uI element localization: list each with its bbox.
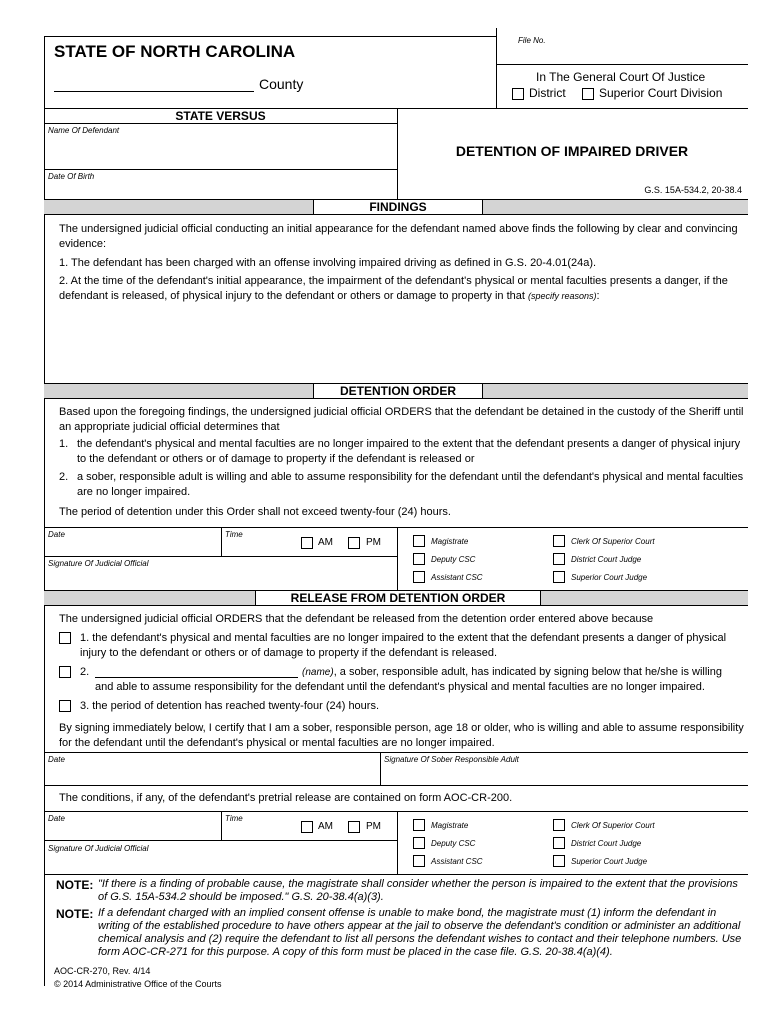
note-2: If a defendant charged with an implied consent offense is unable to make bond, the magistrate must (1) inform the defendant in writing of the established procedure to have others appear at the jail to observe the defendant's condition or administer an additional chemical analysis and (2) require the defendant to list all persons the defendant wishes to contact and their telephone numbers. Use form AOC-CR-271 for this purpose. A copy of this form must be placed in the case file. G.S. 20-38.4(a)(4). (98, 907, 742, 958)
findings-item-2-text: 2. At the time of the defendant's initial appearance, the impairment of the defendant's physical or mental faculties presents a danger, if the defendant is released, of physical injury to the defendant or others or damage to property in that (59, 275, 728, 302)
form-number: AOC-CR-270, Rev. 4/14 (54, 966, 151, 976)
district-checkbox[interactable] (512, 88, 524, 100)
release-name-label: (name) (302, 667, 334, 678)
release-2-checkbox[interactable] (59, 666, 71, 678)
release-item-2a-text: , a sober, responsible adult, has indicated by signing below that he/she is willing (333, 666, 722, 678)
sig1-clerk-label: Clerk Of Superior Court (571, 537, 655, 546)
release-item-3: 3. the period of detention has reached twenty-four (24) hours. (80, 700, 380, 712)
name-line (44, 169, 397, 170)
sig2-district-judge-label: District Court Judge (571, 839, 642, 848)
defendant-name-field[interactable] (50, 138, 390, 164)
notes-top (44, 874, 748, 875)
sig2-superior-judge-label: Superior Court Judge (571, 857, 648, 866)
detention-num-2: 2. (59, 471, 69, 483)
sig1-magistrate-checkbox[interactable] (413, 535, 425, 547)
sober-sig-bottom (44, 785, 748, 786)
sig2-date-divider (221, 811, 222, 840)
sig2-clerk-label: Clerk Of Superior Court (571, 821, 655, 830)
sig1-pm-label: PM (366, 537, 381, 548)
release-3-checkbox[interactable] (59, 700, 71, 712)
release-date-label: Date (48, 755, 65, 764)
sig2-assistant-checkbox[interactable] (413, 855, 425, 867)
state-versus-line (44, 123, 397, 124)
detention-item-1: the defendant's physical and mental faculties are no longer impaired to the extent that the defendant presents a danger of physical injury to the defendant or others or of damage to property if the defendant is released or (77, 438, 741, 465)
sober-sig-label: Signature Of Sober Responsible Adult (384, 755, 519, 764)
sig2-signature-label: Signature Of Judicial Official (48, 844, 149, 853)
county-label: County (259, 76, 304, 92)
sig1-am-label: AM (318, 537, 333, 548)
statute: G.S. 15A-534.2, 20-38.4 (644, 185, 742, 195)
sig1-date-label: Date (48, 530, 65, 539)
sober-sig-divider (380, 752, 381, 785)
sig1-superior-judge-label: Superior Court Judge (571, 573, 648, 582)
reasons-field[interactable] (60, 306, 740, 380)
note-1-label: NOTE: (56, 878, 94, 892)
dob-label: Date Of Birth (48, 172, 95, 181)
sig1-signature-label: Signature Of Judicial Official (48, 559, 149, 568)
detention-num-1: 1. (59, 438, 69, 450)
sig2-assistant-label: Assistant CSC (431, 857, 483, 866)
court-name: In The General Court Of Justice (536, 70, 706, 84)
findings-item-2 (59, 274, 749, 304)
sig1-superior-judge-checkbox[interactable] (553, 571, 565, 583)
sig2-pm-checkbox[interactable] (348, 821, 360, 833)
sober-sig-top (44, 752, 748, 753)
sig1-pm-checkbox[interactable] (348, 537, 360, 549)
note-2-label: NOTE: (56, 907, 94, 921)
release-name-line[interactable] (95, 677, 298, 678)
release-1-checkbox[interactable] (59, 632, 71, 644)
detention-heading: DETENTION ORDER (313, 383, 483, 399)
sig1-district-judge-checkbox[interactable] (553, 553, 565, 565)
sig1-date-line (44, 556, 397, 557)
sig1-deputy-label: Deputy CSC (431, 555, 476, 564)
release-item-2b: and able to assume responsibility for the defendant until the defendant's physical and mental faculties are no longer impaired. (95, 681, 705, 693)
sig1-am-checkbox[interactable] (301, 537, 313, 549)
detention-period: The period of detention under this Order shall not exceed twenty-four (24) hours. (59, 506, 451, 518)
release-item-2a (302, 665, 750, 680)
release-intro: The undersigned judicial official ORDERS that the defendant be released from the detention order entered above because (59, 613, 654, 625)
conditions-text: The conditions, if any, of the defendant's pretrial release are contained on form AOC-CR-200. (59, 792, 513, 804)
superior-label: Superior Court Division (599, 86, 723, 100)
sig1-clerk-checkbox[interactable] (553, 535, 565, 547)
sig2-date-label: Date (48, 814, 65, 823)
findings-heading: FINDINGS (313, 199, 483, 215)
sig2-time-label: Time (225, 814, 243, 823)
detention-item-2: a sober, responsible adult is willing and able to assume responsibility for the defendant until the defendant's physical and mental faculties are no longer impaired. (77, 471, 744, 498)
sig1-date-divider (221, 527, 222, 556)
state-title: STATE OF NORTH CAROLINA (54, 42, 296, 61)
sig2-top (44, 811, 748, 812)
file-no-line (496, 64, 748, 65)
form-title: DETENTION OF IMPAIRED DRIVER (455, 143, 689, 159)
detention-intro: Based upon the foregoing findings, the undersigned judicial official ORDERS that the defendant be detained in the custody of the Sheriff until an appropriate judicial official determines that (59, 406, 744, 433)
sig2-deputy-checkbox[interactable] (413, 837, 425, 849)
sig1-time-label: Time (225, 530, 243, 539)
sig2-clerk-checkbox[interactable] (553, 819, 565, 831)
state-versus: STATE VERSUS (175, 109, 266, 123)
sig2-district-judge-checkbox[interactable] (553, 837, 565, 849)
findings-item-1: 1. The defendant has been charged with an offense involving impaired driving as defined in G.S. 20-4.01(24a). (59, 257, 597, 269)
sig1-magistrate-label: Magistrate (431, 537, 469, 546)
sig2-pm-label: PM (366, 821, 381, 832)
sig2-date-line (44, 840, 397, 841)
dob-field[interactable] (50, 182, 390, 198)
top-border (44, 36, 496, 37)
left-border (44, 36, 45, 986)
sig1-assistant-checkbox[interactable] (413, 571, 425, 583)
sig2-am-checkbox[interactable] (301, 821, 313, 833)
sig2-magistrate-label: Magistrate (431, 821, 469, 830)
findings-intro: The undersigned judicial official conducting an initial appearance for the defendant named above finds the following by clear and convincing evidence: (59, 223, 738, 250)
district-label: District (529, 86, 566, 100)
release-item-1: 1. the defendant's physical and mental faculties are no longer impaired to the extent that the defendant presents a danger of physical injury to the defendant or others or of damage to property if the defendant is released. (80, 632, 727, 659)
sig1-district-judge-label: District Court Judge (571, 555, 642, 564)
sig2-magistrate-checkbox[interactable] (413, 819, 425, 831)
sig2-deputy-label: Deputy CSC (431, 839, 476, 848)
sig2-superior-judge-checkbox[interactable] (553, 855, 565, 867)
sig1-deputy-checkbox[interactable] (413, 553, 425, 565)
file-box-left (496, 28, 497, 108)
name-label: Name Of Defendant (48, 126, 120, 135)
sig2-am-label: AM (318, 821, 333, 832)
county-line[interactable] (54, 91, 254, 92)
release-2-num: 2. (80, 666, 90, 678)
sig1-top (44, 527, 748, 528)
sig2-right-divider (397, 811, 398, 874)
specify-reasons: (specify reasons) (528, 291, 597, 301)
superior-checkbox[interactable] (582, 88, 594, 100)
release-heading: RELEASE FROM DETENTION ORDER (255, 590, 541, 606)
copyright: © 2014 Administrative Office of the Courts (54, 979, 222, 989)
file-no-label: File No. (518, 36, 546, 45)
sig1-right-divider (397, 527, 398, 590)
findings-item-2-end: : (596, 290, 600, 302)
sig1-assistant-label: Assistant CSC (431, 573, 483, 582)
release-certify: By signing immediately below, I certify that I am a sober, responsible person, age 18 or older, who is willing and able to assume responsibility for the defendant until the defendant's physical or mental faculties are no longer impaired. (59, 722, 744, 749)
note-1: "If there is a finding of probable cause, the magistrate shall consider whether the person is impaired to the extent that the provisions of G.S. 15A-534.2 should be imposed." G.S. 20-38.4(a)(3). (98, 878, 738, 903)
